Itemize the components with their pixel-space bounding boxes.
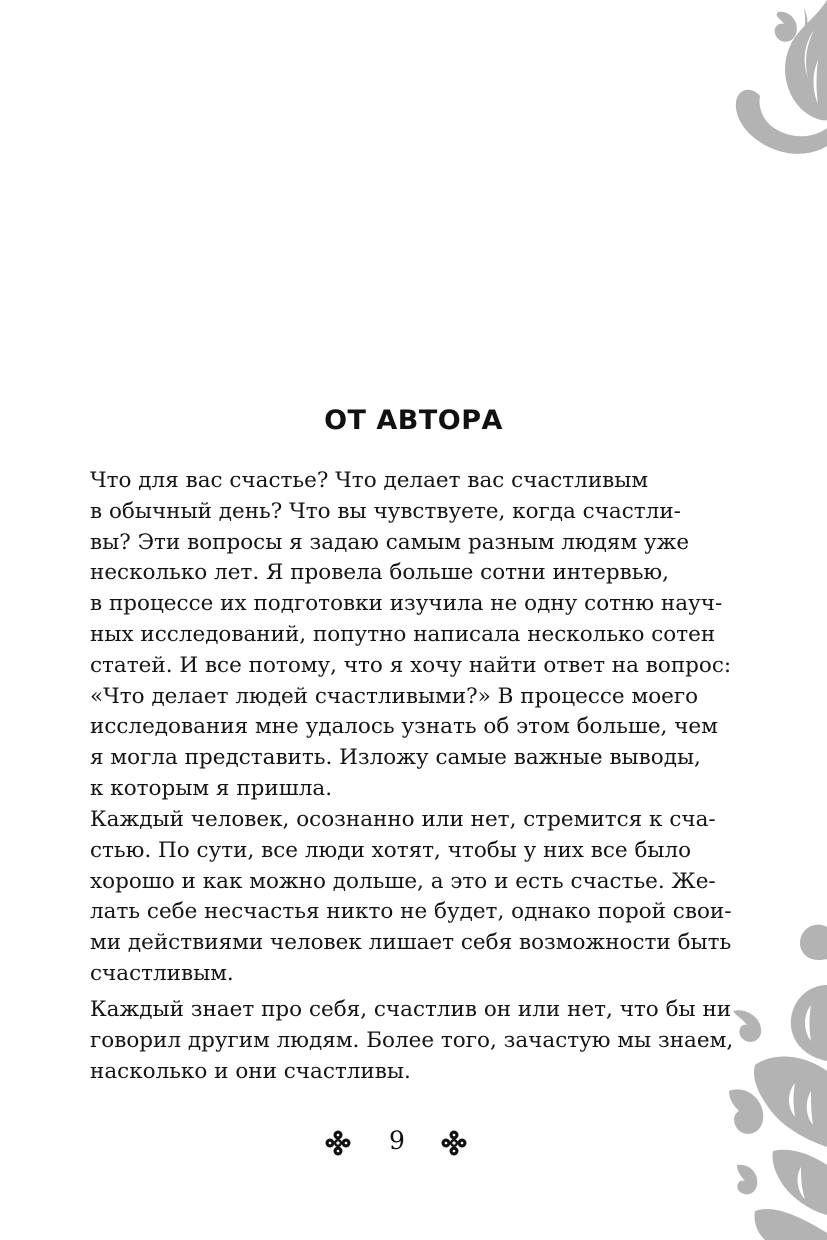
- text-line: в обычный день? Что вы чувствуете, когда счастли-: [90, 498, 681, 524]
- text-line: хорошо и как можно дольше, а это и есть счастье. Же-: [90, 868, 716, 894]
- paragraph: [90, 466, 732, 805]
- text-line: ных исследований, попутно написала несколько сотен: [90, 621, 716, 647]
- text-line: Каждый человек, осознанно или нет, стремится к сча-: [90, 807, 716, 832]
- paragraph: [90, 805, 732, 990]
- text-line: я могла представить. Изложу самые важные выводы,: [90, 745, 701, 771]
- text-line: лать себе несчастья никто не будет, однако порой свои-: [90, 899, 732, 925]
- text-line: счастливым.: [90, 960, 234, 986]
- text-line: статей. И все потому, что я хочу найти ответ на вопрос:: [90, 652, 732, 678]
- flower-icon: [325, 1130, 351, 1156]
- text-line: ми действиями человек лишает себя возможности быть: [90, 930, 732, 956]
- text-line: к которым я пришла.: [90, 775, 333, 801]
- top-floral-ornament-icon: [718, 0, 827, 170]
- page-number: 9: [389, 1126, 405, 1155]
- text-line: насколько и они счастливы.: [90, 1058, 411, 1084]
- text-line: вы? Эти вопросы я задаю самым разным людям уже: [90, 529, 690, 555]
- text-line: Что для вас счастье? Что делает вас счастливым: [90, 468, 649, 493]
- paragraph: [90, 995, 734, 1087]
- flower-icon: [441, 1130, 467, 1156]
- text-line: говорил другим людям. Более того, зачастую мы знаем,: [90, 1027, 734, 1053]
- text-line: несколько лет. Я провела больше сотни интервью,: [90, 560, 669, 586]
- bottom-floral-ornament-icon: [725, 915, 827, 1240]
- text-line: исследования мне удалось узнать об этом больше, чем: [90, 714, 718, 740]
- text-line: стью. По сути, все люди хотят, чтобы у них все было: [90, 837, 692, 863]
- text-line: «Что делает людей счастливыми?» В процессе моего: [90, 683, 699, 709]
- text-line: в процессе их подготовки изучила не одну сотню науч-: [90, 591, 723, 617]
- text-line: Каждый знает про себя, счастлив он или нет, что бы ни: [90, 997, 732, 1022]
- page-footer: [0, 1124, 827, 1164]
- chapter-title: ОТ АВТОРА: [324, 405, 503, 436]
